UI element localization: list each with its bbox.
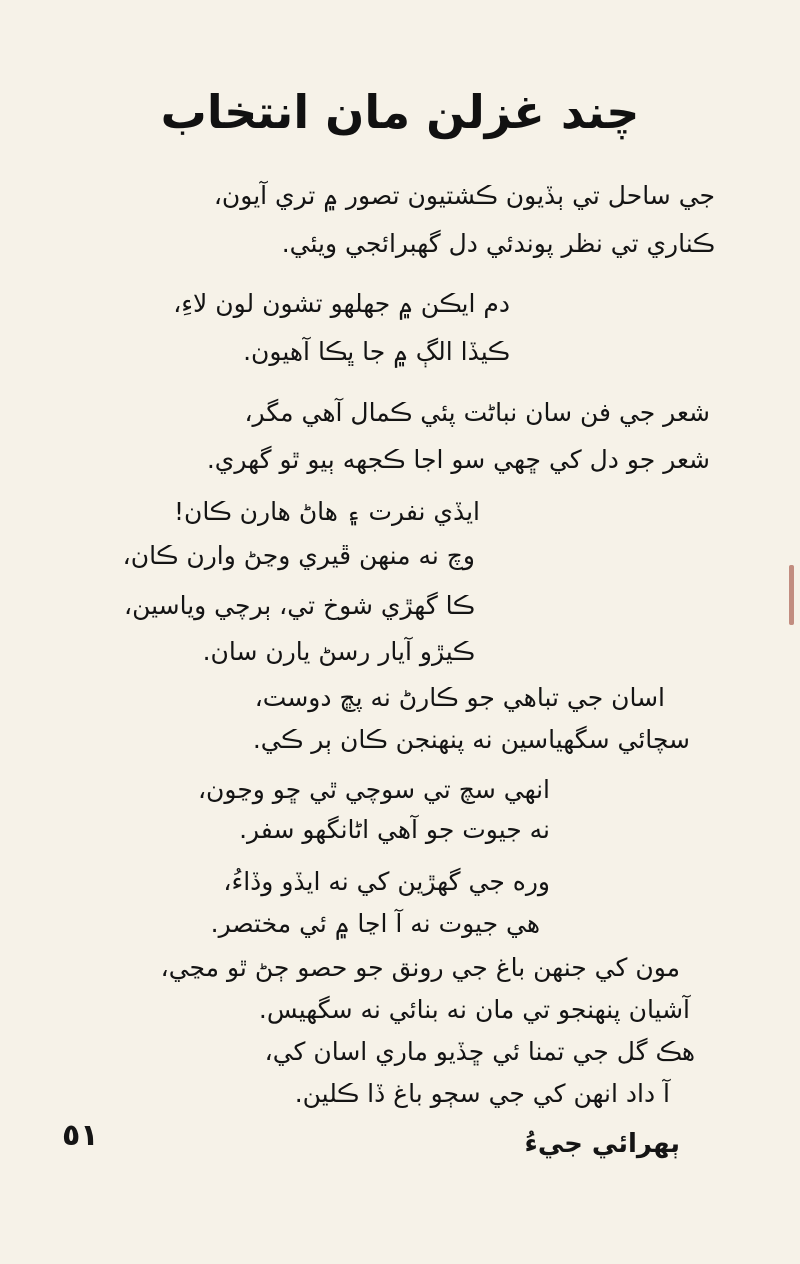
verse-line-1: جي ساحل تي ٻڏيون ڪشتيون تصور ۾ تري آيون،: [213, 181, 715, 210]
verse-line-20: آ داد انهن کي جي سڄو باغ ڏا ڪلين.: [294, 1079, 670, 1108]
verse-line-3: دم ايڪن ۾ جهلهو تشون لون لاءِ،: [173, 289, 510, 318]
verse-line-6: شعر جو دل کي ڇهي سو اجا ڪجهه ٻيو ٿو گهري.: [206, 445, 710, 474]
page-number: ٥١: [62, 1118, 99, 1153]
verse-line-11: اسان جي تباهي جو ڪارڻ نه پڇ دوست،: [254, 683, 665, 712]
verse-line-15: وره جي گهڙين کي نه ايڏو وڏاءُ،: [223, 867, 550, 896]
verse-line-13: انهي سچ تي سوچي ٿي ڇو وڃون،: [197, 775, 550, 804]
verse-line-16: هي جيوت نه آ اڃا ۾ ئي مختصر.: [210, 909, 540, 938]
verse-line-9: ڪا گهڙي شوخ تي، ٻرچي وياسين،: [124, 591, 475, 620]
verse-line-10: ڪيڙو آيار رسڻ يارن سان.: [202, 637, 475, 666]
verse-line-2: ڪناري تي نظر پوندئي دل گهبرائجي ويئي.: [281, 229, 715, 258]
verse-line-5: شعر جي فن سان نباڻت پئي ڪمال آهي مگر،: [244, 398, 710, 427]
verse-line-4: ڪيڏا الڳ ۾ جا ڀڪا آهيون.: [243, 337, 510, 366]
verse-line-18: آشيان پنهنجو تي مان نه بنائي نه سگهيس.: [258, 995, 690, 1024]
page-edge-mark: [789, 565, 794, 625]
verse-line-17: مون کي جنهن باغ جي رونق جو حصو ڄڻ ٿو مڃي،: [160, 953, 680, 982]
verse-line-8: وچ نه منهن ڦيري وڃڻ وارن ڪان،: [122, 541, 475, 570]
page-title: چند غزلن مان انتخاب: [160, 85, 640, 139]
verse-line-14: نه جيوت جو آهي اڻانگهو سفر.: [239, 815, 550, 844]
verse-line-19: هڪ گل جي تمنا ئي ڇڏيو ماري اسان کي،: [264, 1037, 695, 1066]
verse-line-7: ايڏي نفرت ۽ هاڻ هارن ڪان!: [173, 497, 480, 526]
author-name: ٻهرائي جيءُ: [524, 1129, 680, 1159]
verse-line-12: سچائي سگهياسين نه پنهنجن ڪان ٻر ڪي.: [252, 725, 690, 754]
